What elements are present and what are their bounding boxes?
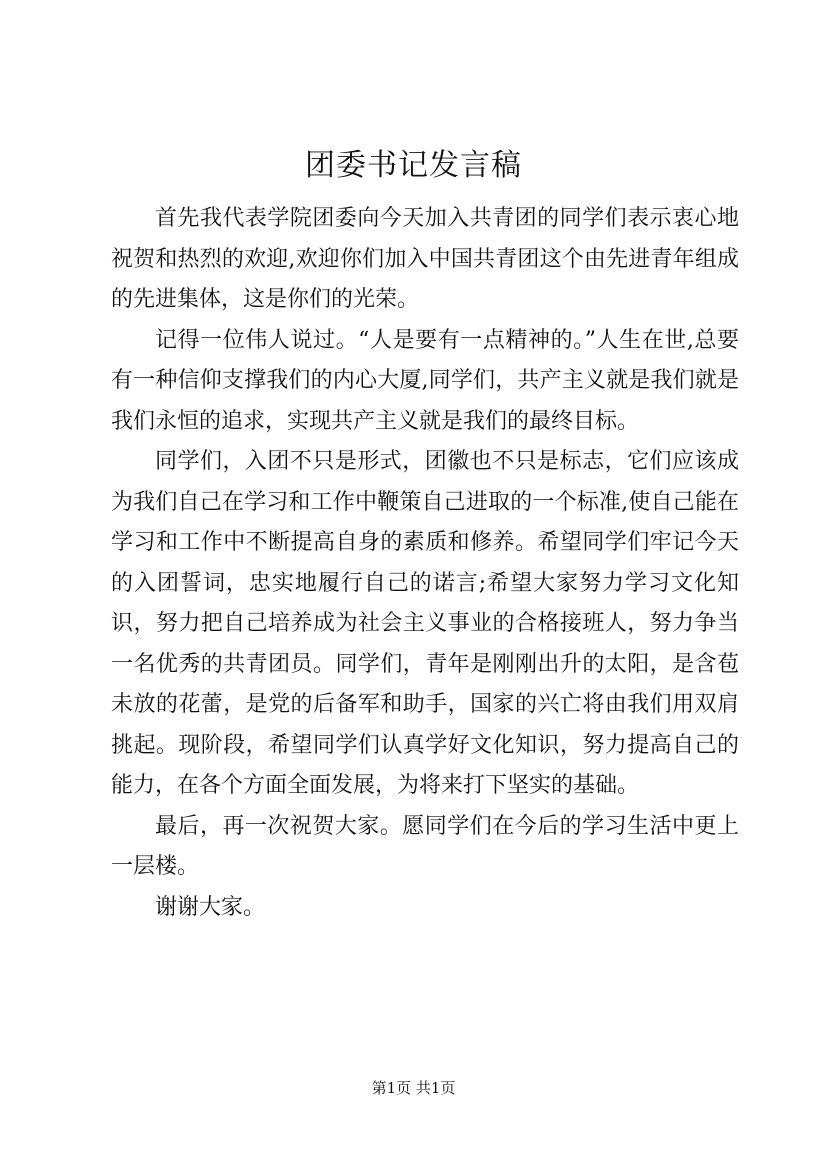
document-body [111,199,739,928]
paragraph-1: 首先我代表学院团委向今天加入共青团的同学们表示衷心地祝贺和热烈的欢迎,欢迎你们加入中国共青团这个由先进青年组成的先进集体，这是你们的光荣。 [111,206,739,312]
document-title: 团委书记发言稿 [305,148,522,183]
page-footer: 第1页 共1页 [371,1079,456,1097]
paragraph-4: 最后，再一次祝贺大家。愿同学们在今后的学习生活中更上一层楼。 [111,813,739,879]
paragraph-2: 记得一位伟人说过。“人是要有一点精神的。”人生在世,总要有一种信仰支撑我们的内心大厦,同学们，共产主义就是我们就是我们永恒的追求，实现共产主义就是我们的最终目标。 [111,327,739,434]
paragraph-5: 谢谢大家。 [155,894,266,920]
paragraph-3: 同学们，入团不只是形式，团徽也不只是标志，它们应该成为我们自己在学习和工作中鞭策自己进取的一个标准,使自己能在学习和工作中不断提高自身的素质和修养。希望同学们牢记今天的入团誓词，忠实地履行自己的诺言;希望大家努力学习文化知识，努力把自己培养成为社会主义事业的合格接班人，努力争当一名优秀的共青团员。同学们，青年是刚刚出升的太阳，是含苞未放的花蕾，是党的后备军和助手，国家的兴亡将由我们用双肩挑起。现阶段，希望同学们认真学好文化知识，努力提高自己的能力，在各个方面全面发展，为将来打下坚实的基础。 [111,449,739,798]
